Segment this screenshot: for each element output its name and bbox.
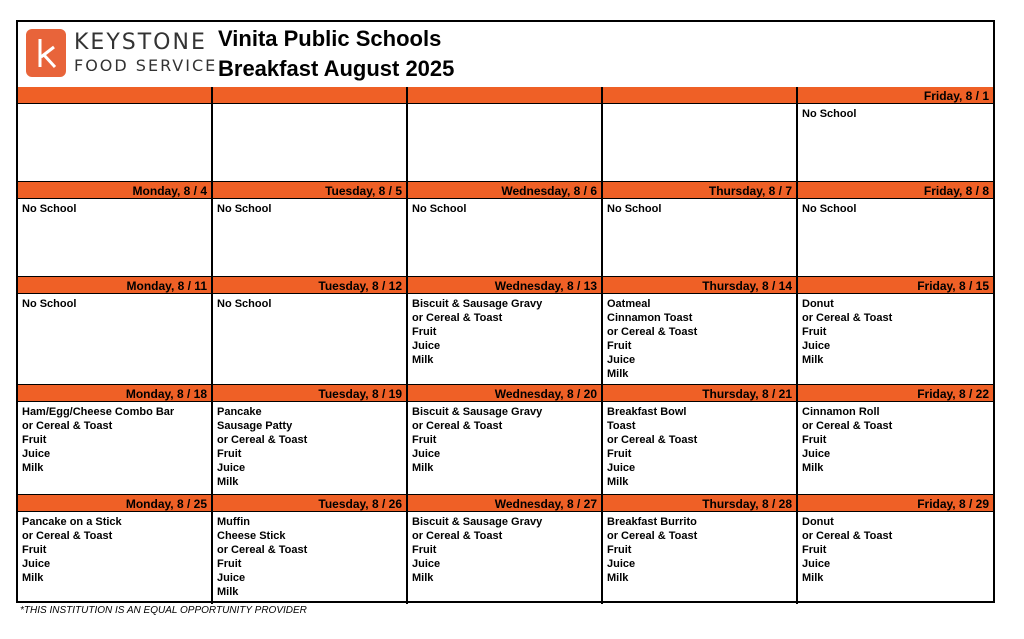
day-menu xyxy=(603,402,796,492)
menu-item: No School xyxy=(22,298,77,310)
day-menu xyxy=(18,104,211,110)
day-menu xyxy=(213,104,406,110)
menu-item: No School xyxy=(412,203,467,215)
day-cell xyxy=(213,385,408,494)
day-cell xyxy=(213,277,408,384)
day-label: Tuesday, 8 / 5 xyxy=(213,182,406,199)
day-label: Monday, 8 / 25 xyxy=(18,495,211,512)
menu-item: Toast xyxy=(607,420,636,432)
calendar-grid xyxy=(18,87,993,604)
menu-item: Fruit xyxy=(607,448,632,460)
menu-header xyxy=(18,22,993,88)
day-cell xyxy=(798,385,993,494)
day-menu xyxy=(213,199,406,219)
menu-item: No School xyxy=(22,203,77,215)
menu-item: Fruit xyxy=(607,544,632,556)
day-cell xyxy=(18,277,213,384)
menu-item: or Cereal & Toast xyxy=(22,530,113,542)
day-cell xyxy=(18,385,213,494)
menu-calendar xyxy=(16,20,995,603)
day-label: Wednesday, 8 / 20 xyxy=(408,385,601,402)
week-row xyxy=(18,277,993,385)
day-label: Tuesday, 8 / 19 xyxy=(213,385,406,402)
menu-item: or Cereal & Toast xyxy=(22,420,113,432)
menu-item: Milk xyxy=(412,462,434,474)
menu-item: Fruit xyxy=(802,544,827,556)
menu-item: Milk xyxy=(802,354,824,366)
menu-item: Cinnamon Toast xyxy=(607,312,693,324)
day-label: Friday, 8 / 8 xyxy=(798,182,993,199)
page-subtitle: Breakfast August 2025 xyxy=(218,56,455,81)
logo-line2: FOOD SERVICE xyxy=(74,56,218,75)
day-menu xyxy=(603,294,796,384)
menu-item: Muffin xyxy=(217,516,250,528)
menu-item: No School xyxy=(802,203,857,215)
day-menu xyxy=(408,104,601,110)
day-menu xyxy=(18,512,211,588)
menu-item: No School xyxy=(217,203,272,215)
day-menu xyxy=(798,199,993,219)
menu-item: Biscuit & Sausage Gravy xyxy=(412,298,543,310)
day-label xyxy=(213,87,406,104)
day-label: Tuesday, 8 / 12 xyxy=(213,277,406,294)
day-cell xyxy=(603,385,798,494)
day-label: Thursday, 8 / 21 xyxy=(603,385,796,402)
day-menu xyxy=(603,512,796,588)
menu-item: Fruit xyxy=(412,326,437,338)
day-cell xyxy=(213,87,408,181)
day-cell xyxy=(213,495,408,604)
day-menu xyxy=(798,104,993,124)
menu-item: Milk xyxy=(607,572,629,584)
week-row xyxy=(18,182,993,277)
day-menu xyxy=(408,512,601,588)
menu-item: Fruit xyxy=(217,558,242,570)
day-menu xyxy=(798,294,993,370)
menu-item: No School xyxy=(217,298,272,310)
day-cell xyxy=(408,495,603,604)
menu-item: or Cereal & Toast xyxy=(802,530,893,542)
page-title: Vinita Public Schools xyxy=(218,26,442,51)
menu-item: Juice xyxy=(217,572,246,584)
day-cell xyxy=(798,277,993,384)
day-label: Wednesday, 8 / 13 xyxy=(408,277,601,294)
day-cell xyxy=(408,277,603,384)
menu-item: Juice xyxy=(802,448,831,460)
menu-item: Juice xyxy=(607,558,636,570)
logo-line1: KEYSTONE xyxy=(74,30,207,55)
day-menu xyxy=(18,199,211,219)
day-label: Monday, 8 / 4 xyxy=(18,182,211,199)
menu-item: or Cereal & Toast xyxy=(607,530,698,542)
keystone-logo-icon xyxy=(26,29,66,77)
menu-item: Sausage Patty xyxy=(217,420,293,432)
menu-item: Fruit xyxy=(22,544,47,556)
menu-item: Fruit xyxy=(217,448,242,460)
menu-item: Juice xyxy=(802,558,831,570)
day-label: Wednesday, 8 / 27 xyxy=(408,495,601,512)
day-label: Friday, 8 / 29 xyxy=(798,495,993,512)
day-label: Friday, 8 / 22 xyxy=(798,385,993,402)
menu-item: Fruit xyxy=(802,434,827,446)
day-label: Monday, 8 / 11 xyxy=(18,277,211,294)
menu-item: Juice xyxy=(22,558,51,570)
menu-item: Donut xyxy=(802,298,834,310)
day-cell xyxy=(408,182,603,276)
menu-item: Fruit xyxy=(22,434,47,446)
menu-item: Cheese Stick xyxy=(217,530,286,542)
menu-item: Juice xyxy=(802,340,831,352)
menu-item: or Cereal & Toast xyxy=(217,544,308,556)
menu-item: Ham/Egg/Cheese Combo Bar xyxy=(22,406,175,418)
menu-item: No School xyxy=(607,203,662,215)
week-row xyxy=(18,385,993,495)
menu-item: Fruit xyxy=(607,340,632,352)
day-label: Friday, 8 / 1 xyxy=(798,87,993,104)
day-cell xyxy=(603,182,798,276)
menu-item: Juice xyxy=(412,448,441,460)
menu-item: Milk xyxy=(22,572,44,584)
menu-item: Donut xyxy=(802,516,834,528)
day-label: Thursday, 8 / 14 xyxy=(603,277,796,294)
menu-item: Milk xyxy=(217,586,239,598)
day-cell xyxy=(18,87,213,181)
menu-item: or Cereal & Toast xyxy=(217,434,308,446)
menu-item: Milk xyxy=(22,462,44,474)
day-label: Thursday, 8 / 28 xyxy=(603,495,796,512)
menu-item: Pancake on a Stick xyxy=(22,516,122,528)
menu-item: or Cereal & Toast xyxy=(802,312,893,324)
day-cell xyxy=(603,495,798,604)
menu-item: Juice xyxy=(607,354,636,366)
day-label xyxy=(408,87,601,104)
day-cell xyxy=(18,182,213,276)
footnote: *THIS INSTITUTION IS AN EQUAL OPPORTUNITY PROVIDER xyxy=(20,605,307,616)
menu-item: Biscuit & Sausage Gravy xyxy=(412,406,543,418)
menu-item: or Cereal & Toast xyxy=(412,420,503,432)
menu-item: Milk xyxy=(217,476,239,488)
day-label xyxy=(18,87,211,104)
menu-item: Milk xyxy=(412,572,434,584)
menu-item: Breakfast Bowl xyxy=(607,406,687,418)
day-label: Monday, 8 / 18 xyxy=(18,385,211,402)
menu-item: or Cereal & Toast xyxy=(607,434,698,446)
day-menu xyxy=(408,402,601,478)
day-label xyxy=(603,87,796,104)
day-menu xyxy=(213,294,406,314)
menu-item: Cinnamon Roll xyxy=(802,406,880,418)
menu-item: Biscuit & Sausage Gravy xyxy=(412,516,543,528)
day-cell xyxy=(18,495,213,604)
menu-item: Oatmeal xyxy=(607,298,651,310)
day-menu xyxy=(798,512,993,588)
day-label: Thursday, 8 / 7 xyxy=(603,182,796,199)
menu-item: Milk xyxy=(802,572,824,584)
day-menu xyxy=(213,512,406,602)
day-menu xyxy=(408,294,601,370)
day-label: Friday, 8 / 15 xyxy=(798,277,993,294)
day-menu xyxy=(603,199,796,219)
day-cell xyxy=(408,87,603,181)
menu-item: Milk xyxy=(412,354,434,366)
day-label: Wednesday, 8 / 6 xyxy=(408,182,601,199)
menu-item: or Cereal & Toast xyxy=(802,420,893,432)
day-cell xyxy=(408,385,603,494)
menu-item: Juice xyxy=(412,558,441,570)
menu-item: Fruit xyxy=(802,326,827,338)
menu-item: Milk xyxy=(607,368,629,380)
menu-item: Juice xyxy=(412,340,441,352)
day-cell xyxy=(798,87,993,181)
menu-item: Juice xyxy=(607,462,636,474)
menu-item: Juice xyxy=(217,462,246,474)
day-cell xyxy=(213,182,408,276)
day-cell xyxy=(798,182,993,276)
menu-item: Fruit xyxy=(412,434,437,446)
day-menu xyxy=(798,402,993,478)
menu-item: or Cereal & Toast xyxy=(607,326,698,338)
week-row xyxy=(18,495,993,604)
day-menu xyxy=(408,199,601,219)
menu-item: or Cereal & Toast xyxy=(412,312,503,324)
day-cell xyxy=(798,495,993,604)
menu-item: Breakfast Burrito xyxy=(607,516,697,528)
day-menu xyxy=(603,104,796,110)
day-label: Tuesday, 8 / 26 xyxy=(213,495,406,512)
menu-item: Milk xyxy=(802,462,824,474)
menu-item: Milk xyxy=(607,476,629,488)
week-row xyxy=(18,87,993,182)
menu-item: Fruit xyxy=(412,544,437,556)
day-cell xyxy=(603,87,798,181)
day-menu xyxy=(18,402,211,478)
menu-item: No School xyxy=(802,108,857,120)
day-menu xyxy=(18,294,211,314)
menu-item: Pancake xyxy=(217,406,262,418)
menu-item: or Cereal & Toast xyxy=(412,530,503,542)
menu-item: Juice xyxy=(22,448,51,460)
day-menu xyxy=(213,402,406,492)
day-cell xyxy=(603,277,798,384)
